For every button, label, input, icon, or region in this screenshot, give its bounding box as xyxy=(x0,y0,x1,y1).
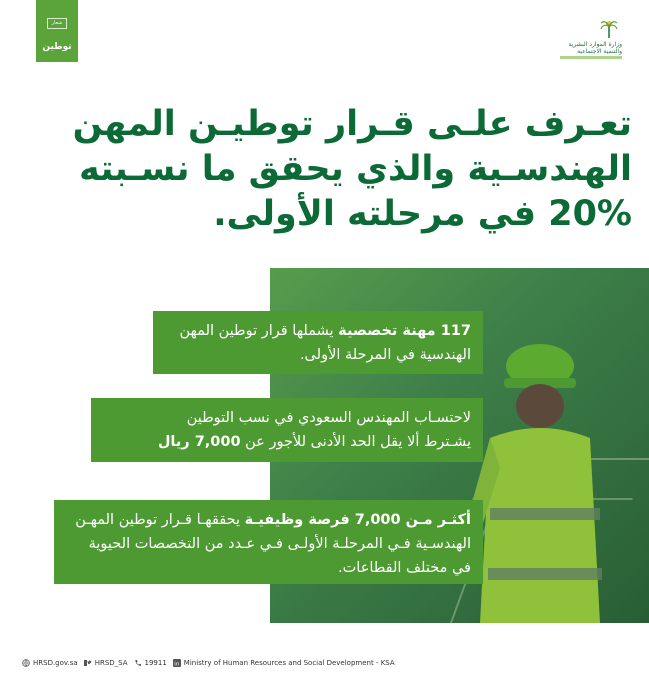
footer-website[interactable] xyxy=(22,659,78,667)
box1-text: يشملها قرار توطين المهن الهندسية في المرحلة الأولى. xyxy=(179,323,471,363)
phone-text: 19911 xyxy=(144,659,167,667)
info-box-professions xyxy=(153,311,483,374)
ministry-underline xyxy=(560,56,622,59)
headline xyxy=(72,102,632,242)
box2-bold: 7,000 ريال xyxy=(157,434,241,450)
linkedin-text: Ministry of Human Resources and Social Development - KSA xyxy=(183,659,395,667)
info-box-wage xyxy=(91,398,483,462)
headline-line-1: تعـرف علـى قـرار توطيـن المهن xyxy=(72,104,632,144)
footer-phone[interactable] xyxy=(134,659,167,667)
mini-logo: شعار xyxy=(47,18,67,29)
headline-line-2: الهندسـية والذي يحقق ما نسـبته xyxy=(78,149,632,189)
website-text: HRSD.gov.sa xyxy=(33,659,78,667)
ministry-name: وزارة الموارد البشرية والتنمية الاجتماعية xyxy=(568,41,622,55)
palm-emblem-icon xyxy=(598,18,620,40)
tag-label: توطين xyxy=(42,42,72,52)
headline-line-3 xyxy=(80,192,632,237)
social-text: HRSD_SA xyxy=(94,659,128,667)
social-icons-icon xyxy=(84,659,92,667)
footer xyxy=(22,655,622,671)
footer-linkedin[interactable] xyxy=(173,659,395,667)
phone-icon xyxy=(134,659,142,667)
box3-bold: أكثـر مـن 7,000 فرصة وظيفيـة xyxy=(244,512,471,528)
globe-icon xyxy=(22,659,30,667)
box2-line2 xyxy=(103,430,471,454)
svg-text:in: in xyxy=(174,661,180,667)
engineer-figure-icon xyxy=(460,328,620,623)
box2-line1: لاحتسـاب المهندس السعودي في نسب التوطين xyxy=(186,410,471,426)
tawteen-tag xyxy=(36,0,78,62)
headline-highlight: 20% في مرحلته الأولى. xyxy=(213,192,632,237)
box3-text: يحققهـا قـرار توطين المهـن الهندسـية فـي المرحلـة الأولـى فـي عـدد من التخصصات الحيوية في مختلف القطاعات. xyxy=(75,512,471,576)
box2-line2-text: يشـترط ألا يقل الحد الأدنى للأجور عن xyxy=(240,434,471,450)
info-box-jobs xyxy=(54,500,483,584)
box1-bold: 117 مهنة تخصصية xyxy=(338,323,471,339)
ministry-logo xyxy=(560,18,624,66)
footer-social[interactable] xyxy=(84,659,128,667)
linkedin-icon xyxy=(173,659,181,667)
